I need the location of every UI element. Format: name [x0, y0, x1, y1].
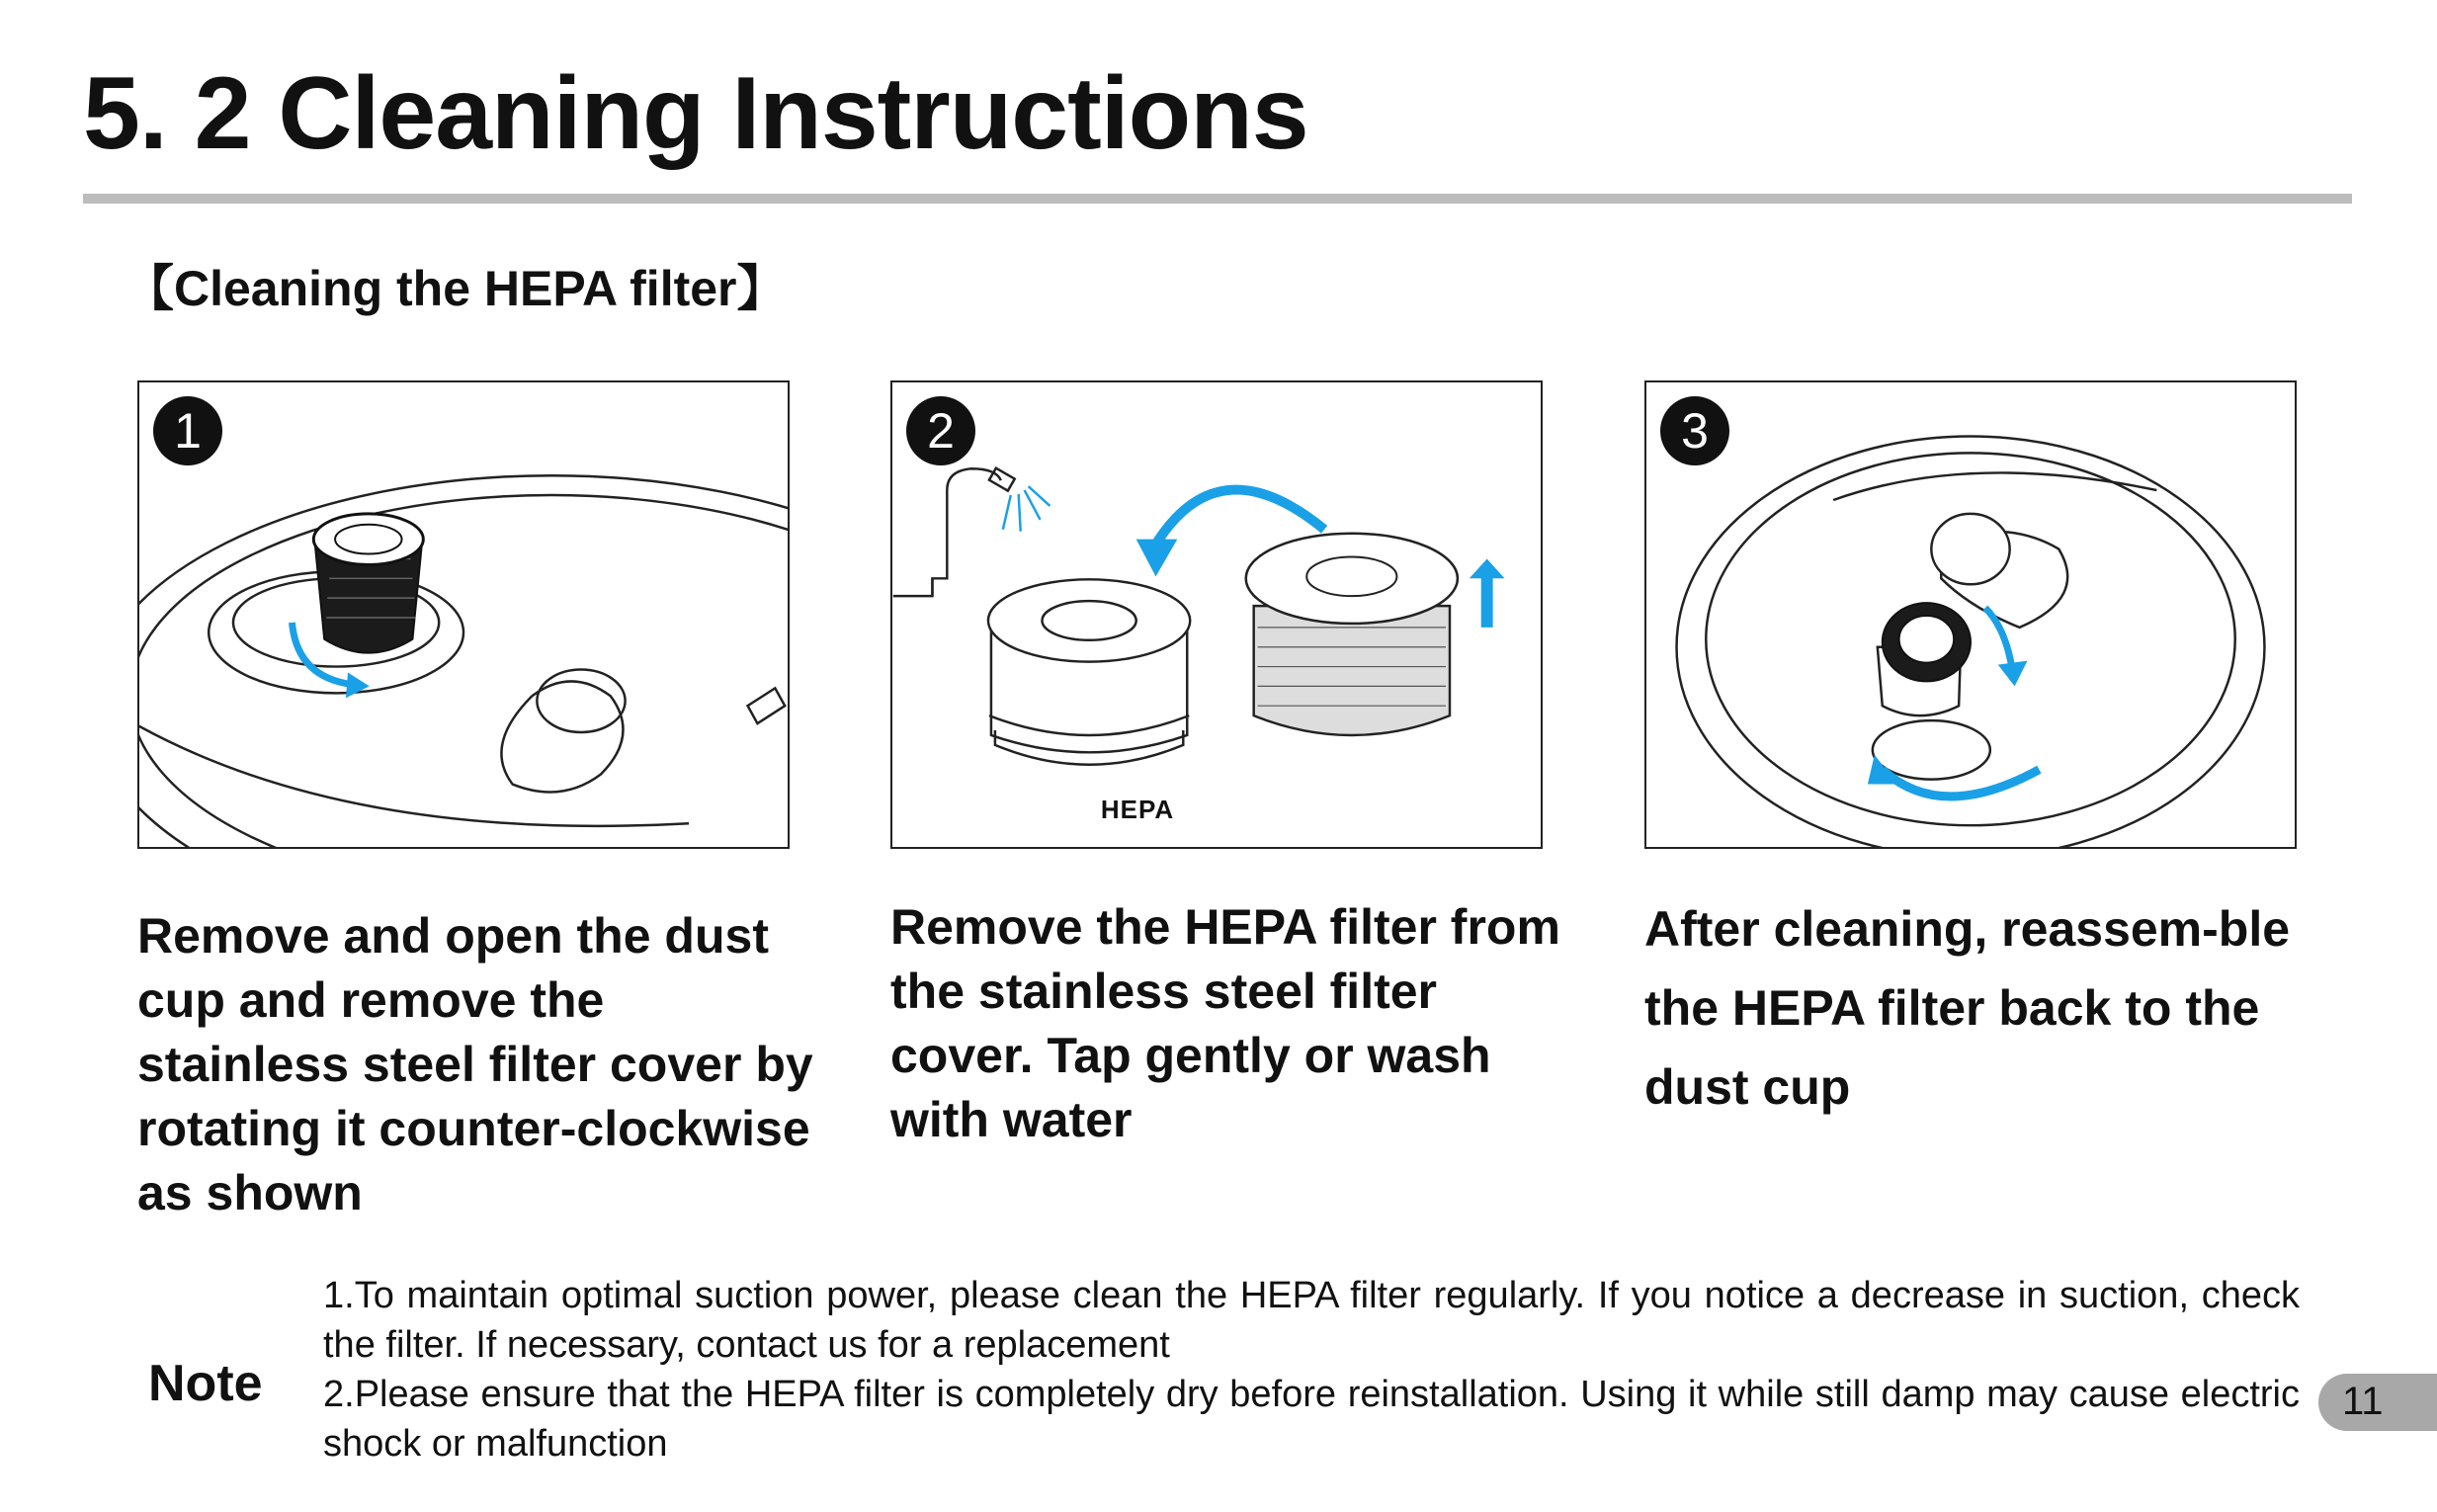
step-1-description: Remove and open the dust cup and remove the stainless steel filter cover by rotating it counter-clockwise as shown: [137, 908, 813, 1220]
step-2-number-badge: 2: [906, 396, 975, 465]
step-2-illustration: [892, 382, 1541, 847]
section-subtitle: 【Cleaning the HEPA filter】: [125, 261, 787, 316]
step-2-illustration-panel: [890, 380, 1543, 849]
note-body: [323, 1271, 2300, 1469]
step-3-description: After cleaning, reassem-ble the HEPA filter back to the dust cup: [1644, 901, 2291, 1115]
step-3-illustration-panel: [1644, 380, 2297, 849]
page-number-tab: [2318, 1374, 2437, 1431]
page-title: 5. 2 Cleaning Instructions: [83, 56, 1308, 171]
step-2-description: Remove the HEPA filter from the stainless steel filter cover. Tap gently or wash with water: [890, 899, 1560, 1147]
step-3-number-badge: 3: [1660, 396, 1729, 465]
step-1-number-badge: 1: [153, 396, 222, 465]
title-divider: [83, 194, 2352, 204]
note-item-2: 2.Please ensure that the HEPA filter is completely dry before reinstallation. Using it while still damp may cause electric shock or malfunction: [323, 1374, 2300, 1465]
step-1-illustration: [139, 382, 788, 847]
step-3-illustration: [1646, 382, 2295, 847]
note-label: Note: [148, 1355, 263, 1412]
page-number: 11: [2342, 1380, 2384, 1423]
hepa-filter-label: HEPA: [1100, 795, 1175, 824]
step-1-illustration-panel: [137, 380, 790, 849]
note-item-1: 1.To maintain optimal suction power, please clean the HEPA filter regularly. If you notice a decrease in suction, check the filter. If necessary, contact us for a replacement: [323, 1275, 2300, 1366]
